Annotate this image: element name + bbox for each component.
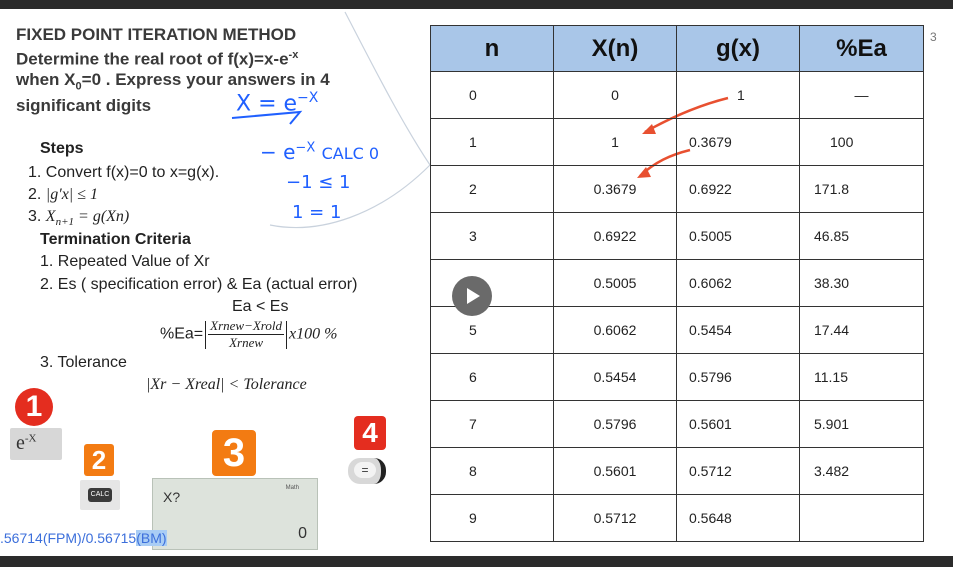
header-n: n <box>431 26 554 72</box>
cell-xn: 0.6922 <box>554 213 677 260</box>
cell-n: 5 <box>431 307 554 354</box>
abs-bar-left <box>205 321 206 349</box>
cell-gx: 0.5601 <box>677 401 800 448</box>
cell-xn: 0.5005 <box>554 260 677 307</box>
cell-ea: 5.901 <box>800 401 924 448</box>
cell-n: 3 <box>431 213 554 260</box>
ea-condition: Ea < Es <box>232 298 289 315</box>
cell-n: 2 <box>431 166 554 213</box>
tolerance-formula: |Xr − Xreal| < Tolerance <box>146 376 307 393</box>
termination-3: 3. Tolerance <box>40 354 127 371</box>
cell-gx: 0.6062 <box>677 260 800 307</box>
cell-n: 7 <box>431 401 554 448</box>
cell-n: 1 <box>431 119 554 166</box>
header-xn: X(n) <box>554 26 677 72</box>
cell-n <box>431 260 554 307</box>
abs-bar-right <box>286 321 287 349</box>
iteration-table <box>430 25 924 542</box>
cell-gx: 1 <box>677 72 800 119</box>
cell-xn: 0 <box>554 72 677 119</box>
slide-title <box>16 25 416 116</box>
table-row <box>431 401 924 448</box>
table-row <box>431 166 924 213</box>
cell-n: 0 <box>431 72 554 119</box>
handwriting-x-equals: $X = e^{-X}$ <box>236 90 319 117</box>
title-line-1: FIXED POINT ITERATION METHOD <box>16 25 297 44</box>
screen-prompt: X? <box>163 489 181 505</box>
cell-ea: — <box>800 72 924 119</box>
step-3: 3. $X_{n+1} = g(Xn)$ <box>28 208 130 229</box>
cell-n: 9 <box>431 495 554 542</box>
cell-xn: 1 <box>554 119 677 166</box>
table-row <box>431 354 924 401</box>
cell-ea: 171.8 <box>800 166 924 213</box>
top-bar <box>0 0 953 9</box>
table-row <box>431 307 924 354</box>
ea-fraction: $\frac{\text{Xrnew−Xrold}}{\text{Xrnew}}$ <box>210 318 282 350</box>
equals-key-label: = <box>354 462 376 478</box>
cell-gx: 0.5648 <box>677 495 800 542</box>
cell-xn: 0.5454 <box>554 354 677 401</box>
handwriting-inequality: −1 ≤ 1 <box>286 172 351 193</box>
cell-ea: 3.482 <box>800 448 924 495</box>
title-line-2: Determine the real root of $f(x)=x-e^{-x}$ <box>16 49 299 69</box>
cell-xn: 0.6062 <box>554 307 677 354</box>
screen-value: 0 <box>298 525 307 542</box>
final-answer: .56714(FPM)/0.56715(BM) <box>0 530 167 546</box>
cell-n: 6 <box>431 354 554 401</box>
termination-2: 2. Es ( specification error) & Ea (actual error) <box>40 276 358 293</box>
cell-xn: 0.5712 <box>554 495 677 542</box>
title-line-4: significant digits <box>16 96 152 116</box>
exp-key-image: $e^{-X}$ <box>10 428 62 460</box>
equals-key-image <box>348 458 386 484</box>
cell-gx: 0.3679 <box>677 119 800 166</box>
cell-gx: 0.5454 <box>677 307 800 354</box>
ea-formula: %Ea= $\frac{\text{Xrnew−Xrold}}{\text{Xrnew}}$ x100 % <box>160 318 338 350</box>
cell-xn: 0.5601 <box>554 448 677 495</box>
badge-3: 3 <box>212 430 256 476</box>
cell-n: 8 <box>431 448 554 495</box>
cell-gx: 0.5005 <box>677 213 800 260</box>
cell-gx: 0.5712 <box>677 448 800 495</box>
step-2: 2. |g′x| ≤ 1 <box>28 186 98 203</box>
cell-xn: 0.3679 <box>554 166 677 213</box>
cell-ea <box>800 495 924 542</box>
calc-key-image <box>80 480 120 510</box>
handwriting-derivative: − $e^{-X}$ CALC 0 <box>260 140 380 164</box>
header-gx: g(x) <box>677 26 800 72</box>
table-header-row <box>431 26 924 72</box>
calc-key-label: CALC <box>88 488 112 502</box>
handwriting-equality: 1 = 1 <box>292 202 342 223</box>
steps-heading: Steps <box>40 140 84 157</box>
cell-ea: 38.30 <box>800 260 924 307</box>
cell-ea: 11.15 <box>800 354 924 401</box>
header-ea: %Ea <box>800 26 924 72</box>
title-line-3: when $X_0=0$ . Express your answers in 4 <box>16 69 330 93</box>
termination-1: 1. Repeated Value of Xr <box>40 253 210 270</box>
table-row <box>431 119 924 166</box>
play-button[interactable] <box>452 276 492 316</box>
termination-heading: Termination Criteria <box>40 231 191 248</box>
badge-1: 1 <box>15 388 53 426</box>
slide-number: 3 <box>930 30 937 44</box>
cell-gx: 0.6922 <box>677 166 800 213</box>
cell-xn: 0.5796 <box>554 401 677 448</box>
cell-ea: 17.44 <box>800 307 924 354</box>
cell-ea: 46.85 <box>800 213 924 260</box>
cell-gx: 0.5796 <box>677 354 800 401</box>
table-row <box>431 213 924 260</box>
table-row <box>431 495 924 542</box>
bottom-bar <box>0 556 953 567</box>
table-row <box>431 448 924 495</box>
screen-mode: Math <box>285 485 299 491</box>
table-row <box>431 260 924 307</box>
step-1: 1. Convert f(x)=0 to x=g(x). <box>28 164 220 181</box>
badge-4: 4 <box>354 416 386 450</box>
cell-ea: 100 <box>800 119 924 166</box>
calculator-screen <box>152 478 318 550</box>
badge-2: 2 <box>84 444 114 476</box>
table-row <box>431 72 924 119</box>
